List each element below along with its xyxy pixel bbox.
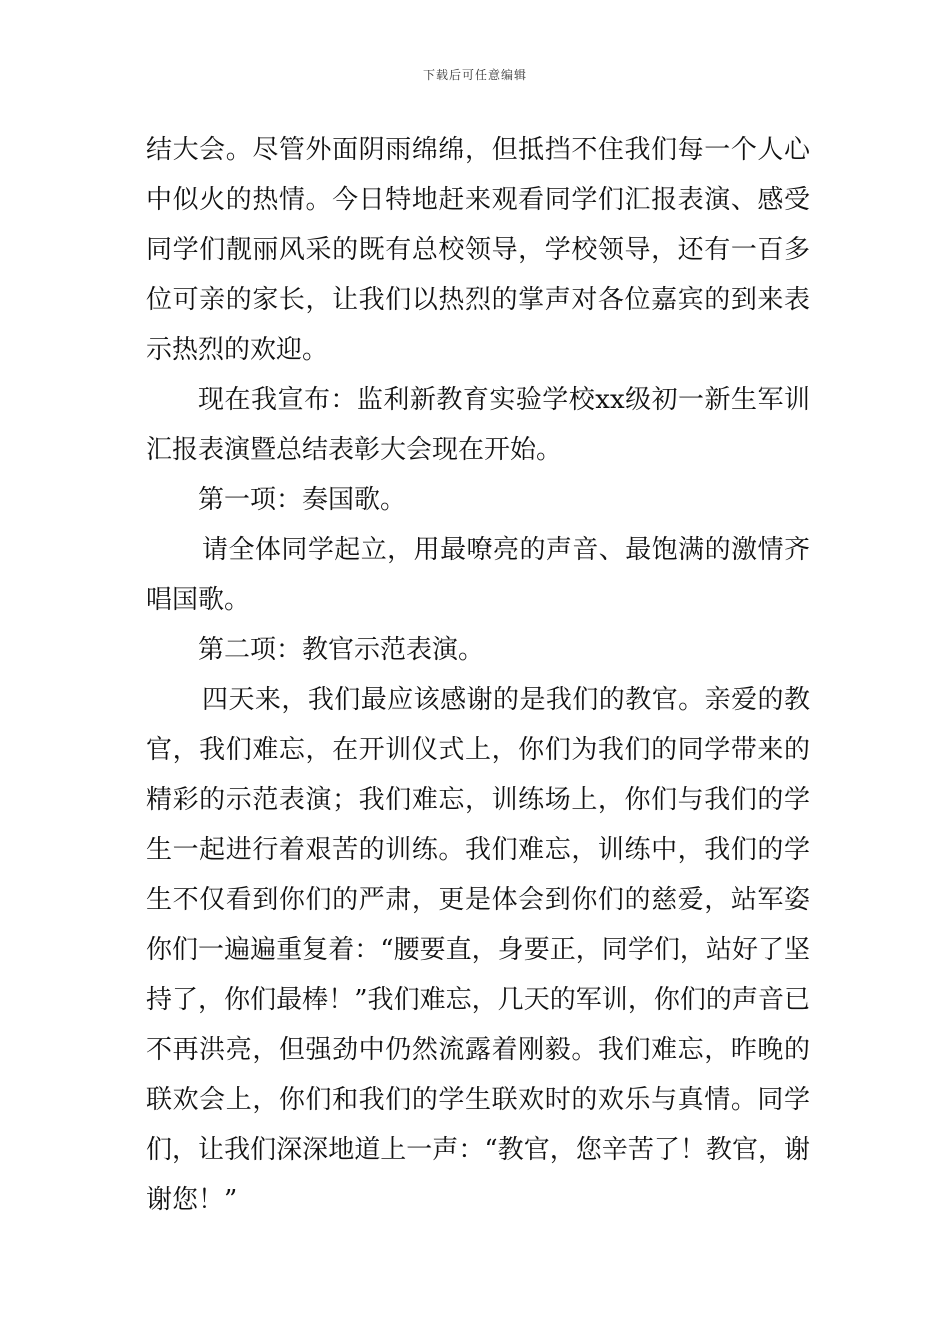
page-header: 下载后可任意编辑 xyxy=(422,68,527,82)
paragraph-announcement: 现在我宣布：监利新教育实验学校xx级初一新生军训汇报表演暨总结表彰大会现在开始。 xyxy=(146,385,810,465)
paragraph-anthem: 请全体同学起立，用最嘹亮的声音、最饱满的激情齐唱国歌。 xyxy=(146,535,810,615)
paragraph-item-two: 第二项：教官示范表演。 xyxy=(198,635,485,665)
paragraph-item-one: 第一项：奏国歌。 xyxy=(198,485,407,515)
document-body xyxy=(146,125,810,1225)
paragraph-thanks: 四天来，我们最应该感谢的是我们的教官。亲爱的教官，我们难忘，在开训仪式上，你们为我们的同学带来的精彩的示范表演；我们难忘，训练场上，你们与我们的学生一起进行着艰苦的训练。我们难忘，训练中，我们的学生不仅看到你们的严肃，更是体会到你们的慈爱，站军姿你们一遍遍重复着：“腰要直，身要正，同学们，站好了坚持了，你们最棒！”我们难忘，几天的军训，你们的声音已不再洪亮，但强劲中仍然流露着刚毅。我们难忘，昨晚的联欢会上，你们和我们的学生联欢时的欢乐与真情。同学们，让我们深深地道上一声：“教官，您辛苦了！教官，谢谢您！” xyxy=(146,685,810,1215)
paragraph-opening: 结大会。尽管外面阴雨绵绵，但抵挡不住我们每一个人心中似火的热情。今日特地赶来观看同学们汇报表演、感受同学们靓丽风采的既有总校领导，学校领导，还有一百多位可亲的家长，让我们以热烈的掌声对各位嘉宾的到来表示热烈的欢迎。 xyxy=(146,135,810,365)
